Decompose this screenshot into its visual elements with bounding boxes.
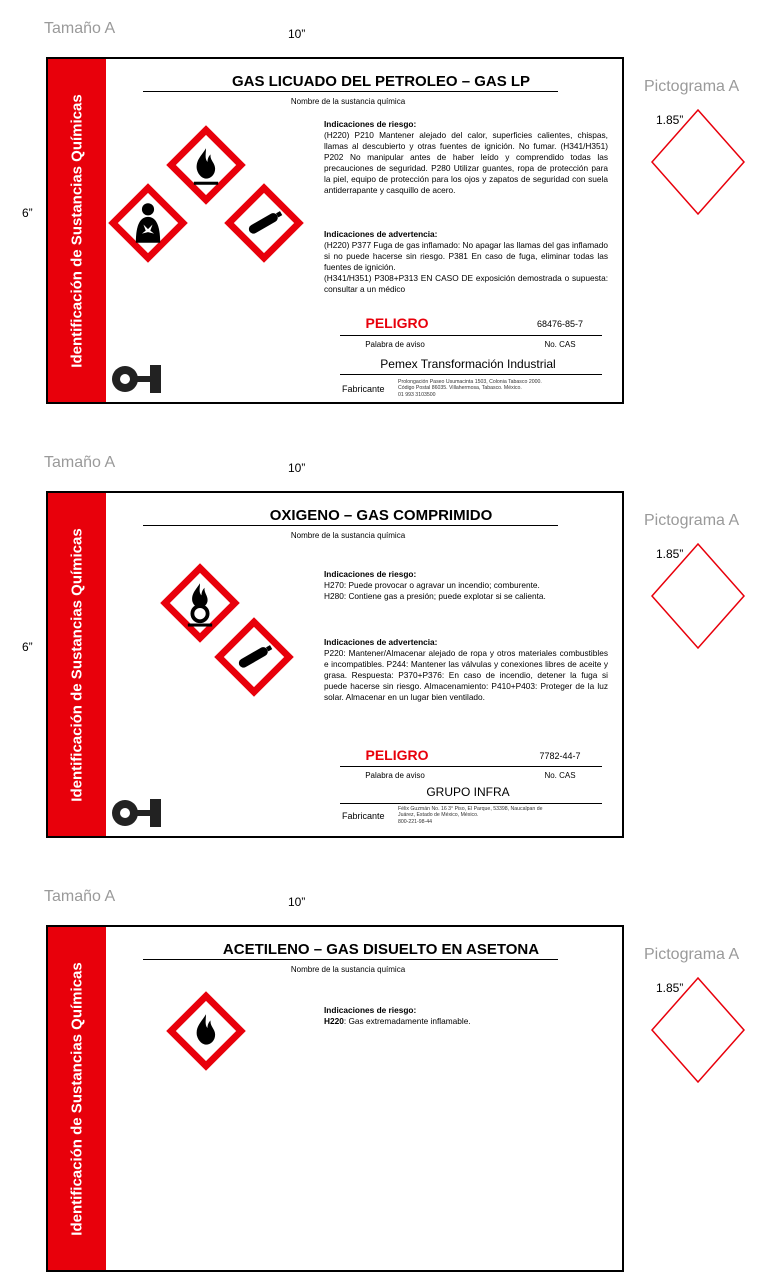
signal-divider [340,335,602,336]
chemical-label [46,57,624,404]
address-line-3: 01 993 3103500 [398,391,436,398]
pictogram-title: Pictograma A [644,78,740,95]
warning-heading: Indicaciones de advertencia: [324,229,438,239]
cas-number: 7782-44-7 [539,751,581,761]
ghs-gas-cylinder-pictogram [216,619,292,695]
product-name: GAS LICUADO DEL PETROLEO – GAS LP [231,73,531,90]
hazard-statements [324,119,608,196]
warning-text-1: P220: Mantener/Almacenar alejado de ropa y otros materiales combustibles e incompatibles. P244: Mantener las válvulas y conexiones libres de aceite y grasa. Respuesta: P370+P376: En caso de incendio, detener la fuga si puede hacerse sin riesgo. Almacenamiento: P410+P403: Proteger de la luz solar. Almacenar en un lugar bien ventilado. [324,648,608,702]
product-name: ACETILENO – GAS DISUELTO EN ASETONA [222,941,540,958]
size-label: Tamaño A [44,20,116,37]
warning-statements [324,229,608,295]
warning-statements [324,637,608,703]
hazard-heading: Indicaciones de riesgo: [324,569,417,579]
product-name-underline [143,525,558,526]
red-side-strip [48,493,106,836]
strip-title: Identificación de Sustancias Químicas [68,961,86,1236]
product-caption: Nombre de la sustancia química [290,97,406,106]
address-line-2: Juárez, Estado de México, México. [398,812,479,819]
width-label: 10” [288,27,306,41]
chemical-label [46,491,624,838]
size-label: Tamaño A [44,454,116,471]
cas-caption: No. CAS [544,771,576,780]
warning-text-2: (H341/H351) P308+P313 EN CASO DE exposición demostrada o supuesta: consultar a un médico [324,273,608,294]
signal-caption: Palabra de aviso [365,771,425,780]
pictogram-title: Pictograma A [644,946,740,963]
hazard-heading: Indicaciones de riesgo: [324,1005,417,1015]
manufacturer-divider [340,803,602,804]
pictogram-title: Pictograma A [644,512,740,529]
height-label: 6” [22,640,33,654]
hazard-heading: Indicaciones de riesgo: [324,119,417,129]
strip-title: Identificación de Sustancias Químicas [68,527,86,802]
manufacturer-label: Fabricante [342,384,385,394]
manufacturer-name: Pemex Transformación Industrial [380,357,556,371]
manufacturer-divider [340,374,602,375]
company-logo-icon [110,362,168,396]
company-logo-icon [110,796,168,830]
hazard-text-1: H270: Puede provocar o agravar un incendio; comburente. [324,580,540,590]
pictogram-size: 1.85” [656,547,684,561]
ghs-health-hazard-pictogram [110,185,186,261]
address-line-1: Félix Guzmán No. 16 3° Piso, El Parque, 53398, Naucalpan de [398,806,543,812]
hazard-description: : Gas extremadamente inflamable. [343,1016,471,1026]
signal-word: PELIGRO [365,747,429,763]
signal-caption: Palabra de aviso [365,340,425,349]
manufacturer-address [398,806,618,825]
pictogram-size: 1.85” [656,113,684,127]
label-section-1 [0,0,768,432]
address-line-2: Código Postal 86035. Villahermosa, Tabasco. México. [398,385,522,392]
label-section-3 [0,868,768,1236]
signal-word: PELIGRO [365,315,429,331]
strip-title: Identificación de Sustancias Químicas [68,93,86,368]
manufacturer-address [398,379,618,398]
hazard-statements [324,569,608,602]
manufacturer-name: GRUPO INFRA [426,785,510,799]
ghs-gas-cylinder-pictogram [226,185,302,261]
hazard-statements [324,1005,608,1027]
hazard-text-1 [324,1016,608,1027]
product-name-underline [143,959,558,960]
hazard-text: (H220) P210 Mantener alejado del calor, superficies calientes, chispas, llamas al descubierto y otras fuentes de ignición. No fumar. (H341/H351) P202 No manipular antes de haber leído y comprendido todas las precauciones de seguridad. P280 Utilizar guantes, ropa de protección para la piel, equipo de protección para los ojos y zapatos de seguridad con suela antiderrapante y casquillo de acero. [324,130,608,195]
chemical-label [46,925,624,1272]
hazard-code: H220 [324,1016,344,1026]
height-label: 6” [22,206,33,220]
manufacturer-label: Fabricante [342,811,385,821]
red-side-strip [48,59,106,402]
hazard-text-2: H280: Contiene gas a presión; puede explotar si se calienta. [324,591,546,601]
warning-text-1: (H220) P377 Fuga de gas inflamado: No apagar las llamas del gas inflamado si no puede hacerse sin riesgo. P381 En caso de fuga, eliminar todas las fuentes de ignición. [324,240,608,272]
size-label: Tamaño A [44,888,116,905]
cas-number: 68476-85-7 [536,319,584,329]
label-section-2 [0,434,768,866]
address-line-1: Prolongación Paseo Usumacinta 1503, Colonia Tabasco 2000. [398,379,542,385]
pictogram-size: 1.85” [656,981,684,995]
product-name: OXIGENO – GAS COMPRIMIDO [269,507,493,524]
width-label: 10” [288,461,306,475]
cas-caption: No. CAS [544,340,576,349]
ghs-flame-pictogram [168,993,244,1069]
product-caption: Nombre de la sustancia química [290,965,406,974]
product-name-underline [143,91,558,92]
red-side-strip [48,927,106,1270]
width-label: 10” [288,895,306,909]
warning-heading: Indicaciones de advertencia: [324,637,438,647]
product-caption: Nombre de la sustancia química [290,531,406,540]
address-line-3: 800-221-98-44 [398,818,433,825]
signal-divider [340,766,602,767]
